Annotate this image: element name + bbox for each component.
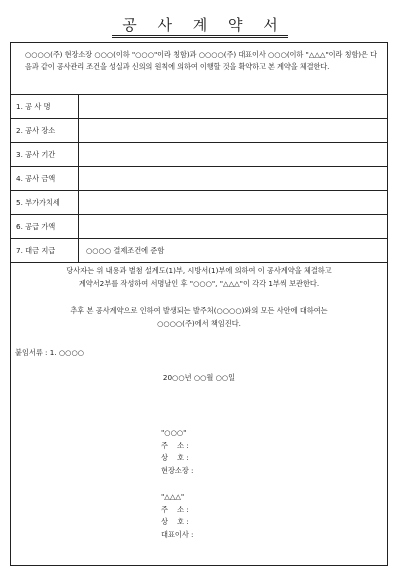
attachment-line: 붙임서류 : 1. ○○○○ (15, 348, 84, 357)
liability-line-1: 추후 본 공사계약으로 인하여 발생되는 발주처(○○○○)와의 모든 사안에 대하여는 (70, 306, 328, 315)
row-label: 2. 공사 장소 (11, 119, 79, 142)
row-value[interactable] (79, 95, 387, 118)
row-label: 6. 공급 가액 (11, 215, 79, 238)
agreement-paragraph (11, 264, 387, 290)
row-value[interactable]: ○○○○ 결제조건에 준함 (86, 246, 165, 255)
party1-address[interactable]: 주 소 : (161, 440, 189, 450)
row-value[interactable] (79, 143, 387, 166)
row-label: 3. 공사 기간 (11, 143, 79, 166)
party2-address[interactable]: 주 소 : (161, 504, 189, 514)
table-row (11, 119, 387, 143)
party2-signature-block (161, 491, 193, 541)
party1-company[interactable]: 상 호 : (161, 453, 189, 462)
row-label: 1. 공 사 명 (11, 95, 79, 118)
contract-date: 20○○년 ○○월 ○○일 (162, 373, 236, 382)
party2-rep[interactable]: 대표이사 : (161, 529, 194, 539)
row-label: 5. 부가가치세 (11, 191, 79, 214)
row-value[interactable] (79, 215, 387, 238)
table-row (11, 143, 387, 167)
table-row (11, 95, 387, 119)
liability-paragraph (11, 304, 387, 330)
row-label: 4. 공사 금액 (11, 167, 79, 190)
party2-company[interactable]: 상 호 : (161, 517, 189, 526)
document-title: 공 사 계 약 서 (0, 14, 400, 35)
party1-signature-block (161, 427, 193, 477)
table-row (11, 191, 387, 215)
contract-terms-table (11, 95, 387, 263)
row-value[interactable] (79, 119, 387, 142)
table-row (11, 239, 387, 263)
row-value[interactable] (79, 191, 387, 214)
party1-name: "○○○" (161, 428, 187, 437)
contract-frame (10, 42, 388, 566)
agreement-line-1: 당사자는 위 내용과 별첨 설계도(1)부, 시방서(1)부에 의하여 이 공사계약을 체결하고 (66, 266, 332, 275)
party2-name: "△△△" (161, 492, 185, 501)
row-label: 7. 대금 지급 (11, 239, 79, 262)
table-row (11, 167, 387, 191)
liability-line-2: ○○○○(주)에서 책임진다. (157, 319, 241, 328)
row-value[interactable] (79, 167, 387, 190)
intro-paragraph: ○○○○(주) 현장소장 ○○○(이하 "○○○"이라 칭함)과 ○○○○(주) 대표이사 ○○○(이하 "△△△"이라 칭함)은 다음과 같이 공사관리 조건을 성실과 신의의 원칙에 의하여 이행할 것을 확약하고 본 계약을 체결한다. (11, 43, 387, 95)
party1-rep[interactable]: 현장소장 : (161, 465, 194, 475)
table-row (11, 215, 387, 239)
agreement-line-2: 계약서2부를 작성하여 서명날인 후 "○○○", "△△△"이 각각 1부씩 보관한다. (78, 279, 320, 288)
